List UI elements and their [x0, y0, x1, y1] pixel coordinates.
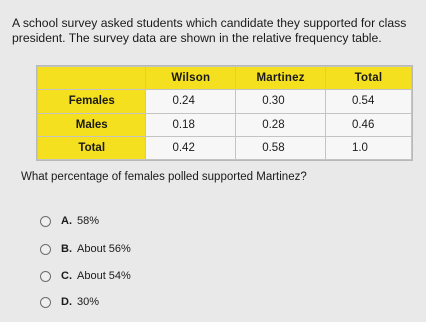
table-cell: 1.0: [325, 136, 411, 159]
choice-letter: B.: [61, 243, 72, 255]
choice-c[interactable]: [40, 268, 131, 284]
choice-d[interactable]: [40, 294, 99, 310]
table-header-row: [38, 67, 412, 90]
row-header-males: Males: [38, 113, 146, 136]
choice-text: 30%: [77, 296, 100, 308]
relative-frequency-table: [36, 65, 413, 161]
choice-text: About 54%: [77, 270, 131, 282]
table-cell: 0.24: [146, 90, 236, 113]
table-row: [38, 136, 412, 159]
table-cell: 0.42: [146, 136, 236, 159]
choice-b[interactable]: [40, 241, 131, 257]
choice-letter: D.: [61, 296, 72, 308]
choice-letter: A.: [61, 215, 72, 227]
table-corner-cell: [38, 67, 146, 90]
table-cell: 0.30: [236, 90, 326, 113]
column-header-total: Total: [325, 67, 411, 90]
column-header-martinez: Martinez: [236, 67, 326, 90]
question-prompt: What percentage of females polled supported Martinez?: [21, 171, 307, 183]
table-cell: 0.18: [146, 113, 236, 136]
question-intro: A school survey asked students which candidate they supported for class president. The survey data are shown in the relative frequency table.: [12, 16, 407, 45]
radio-button[interactable]: [40, 244, 51, 255]
choice-text: 58%: [77, 215, 100, 227]
table-row: [38, 90, 412, 113]
table-cell: 0.46: [325, 113, 411, 136]
table-cell: 0.54: [325, 90, 411, 113]
row-header-females: Females: [38, 90, 146, 113]
choice-letter: C.: [61, 270, 72, 282]
radio-button[interactable]: [40, 271, 51, 282]
table-cell: 0.28: [236, 113, 326, 136]
radio-button[interactable]: [40, 216, 51, 227]
table-row: [38, 113, 412, 136]
choice-a[interactable]: [40, 213, 99, 229]
row-header-total: Total: [38, 136, 146, 159]
column-header-wilson: Wilson: [146, 67, 236, 90]
table-cell: 0.58: [236, 136, 326, 159]
radio-button[interactable]: [40, 297, 51, 308]
choice-text: About 56%: [77, 243, 131, 255]
